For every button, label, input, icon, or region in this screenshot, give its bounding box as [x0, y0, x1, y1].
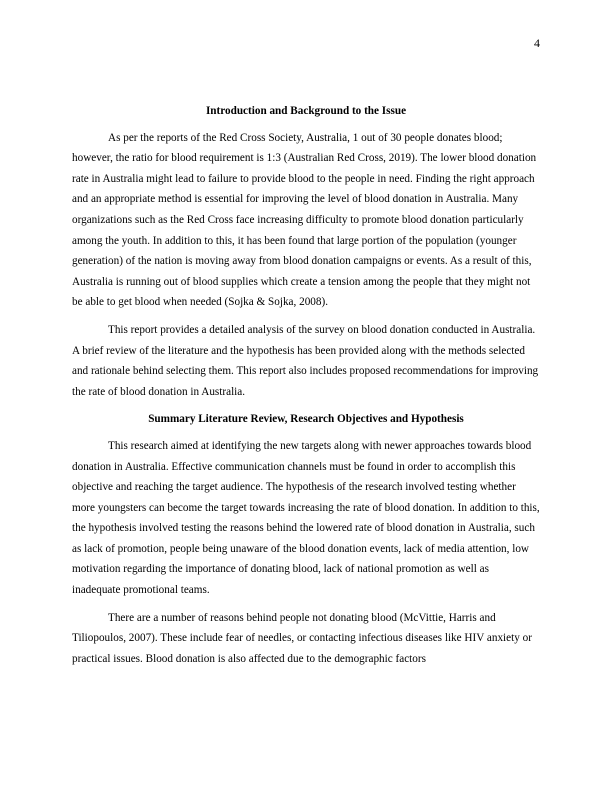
section-introduction: [72, 101, 540, 402]
page-number: 4: [534, 36, 540, 50]
paragraph: This research aimed at identifying the new targets along with newer approaches towards blood donation in Australia. Effective communication channels must be found in order to accomplish this objective and reaching the target audience. The hypothesis of the research involved testing whether more youngsters can become the target towards increasing the rate of blood donation. In addition to this, the hypothesis involved testing the reasons behind the lowered rate of blood donation in Australia, such as lack of promotion, people being unaware of the blood donation events, lack of media attention, low motivation regarding the importance of donating blood, lack of national promotion as well as inadequate promotional teams.: [72, 439, 540, 597]
paragraph: As per the reports of the Red Cross Society, Australia, 1 out of 30 people donates blood; however, the ratio for blood requirement is 1:3 (Australian Red Cross, 2019). The lower blood donation rate in Australia might lead to failure to provide blood to the people in need. Finding the right approach and an appropriate method is essential for improving the level of blood donation in Australia. Many organizations such as the Red Cross face increasing difficulty to promote blood donation particularly among the youth. In addition to this, it has been found that large portion of the population (younger generation) of the nation is moving away from blood donation campaigns or events. As a result of this, Australia is running out of blood supplies which create a tension among the people that they might not be able to get blood when needed (Sojka & Sojka, 2008).: [72, 131, 537, 309]
section-heading: Introduction and Background to the Issue: [205, 105, 407, 117]
paragraph: There are a number of reasons behind people not donating blood (McVittie, Harris and Tiliopoulos, 2007). These include fear of needles, or contacting infectious diseases like HIV anxiety or practical issues. Blood donation is also affected due to the demographic factors: [72, 611, 532, 665]
document-body: [72, 101, 540, 676]
paragraph: This report provides a detailed analysis of the survey on blood donation conducted in Australia. A brief review of the literature and the hypothesis has been provided along with the methods selected and rationale behind selecting them. This report also includes proposed recommendations for improving the rate of blood donation in Australia.: [72, 323, 539, 398]
section-heading: Summary Literature Review, Research Objectives and Hypothesis: [148, 413, 464, 426]
section-literature-review: [72, 409, 540, 669]
